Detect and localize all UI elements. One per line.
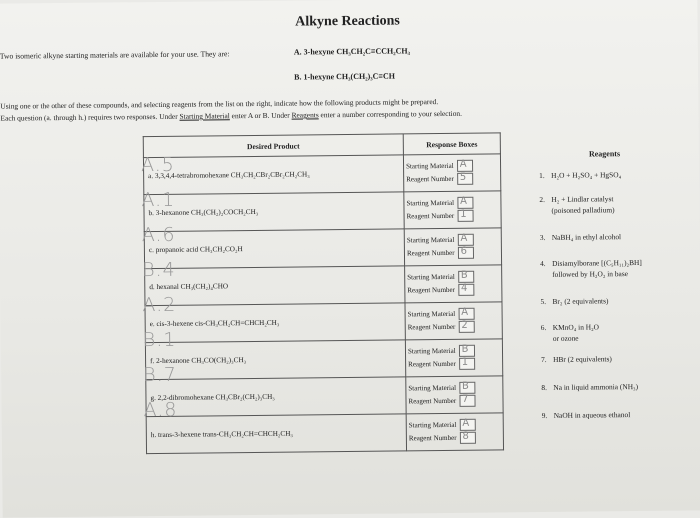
reagent-number: 7. xyxy=(541,354,547,365)
reagent-item xyxy=(539,193,614,216)
table-row xyxy=(145,339,502,380)
handwritten-answer: A.1 xyxy=(141,188,176,212)
starting-material-answer: A xyxy=(460,233,468,245)
handwritten-answer: B.7 xyxy=(143,363,177,387)
reagent-number-answer: 2 xyxy=(461,320,468,332)
handwritten-answer: B.1 xyxy=(142,328,177,352)
reagent-number: 5. xyxy=(540,296,547,307)
reagent-number: 3. xyxy=(539,232,546,243)
product-cell: c. propanoic acid CH₃CH₂CO₂H xyxy=(144,229,404,269)
instr-text: enter a number corresponding to your selection. xyxy=(318,108,462,120)
header-response-boxes: Response Boxes xyxy=(403,133,500,155)
reagent-subtext: followed by H₂O₂ in base xyxy=(552,269,629,279)
reagent-subtext: or ozone xyxy=(552,333,579,343)
page-title: Alkyne Reactions xyxy=(295,13,400,30)
reagent-number-answer: 1 xyxy=(460,209,467,221)
starting-material-answer: B xyxy=(461,344,469,356)
response-table xyxy=(140,132,504,454)
reagent-text: H₂ + Lindlar catalyst xyxy=(551,194,614,204)
starting-material-label: Starting Material xyxy=(406,198,455,208)
reagent-number: 6. xyxy=(540,322,547,333)
reagent-number-label: Reagent Number xyxy=(406,174,454,184)
instructions-line-1: Using one or the other of these compounds, and selecting reagents from the list on the right, indicate how the following products might be prepared. xyxy=(0,97,439,111)
instr-underlined-start: Starting Material xyxy=(179,111,230,121)
reagent-text: Disiamylborane [(C₅H₁₁)₂BH] xyxy=(552,257,642,268)
response-cell xyxy=(405,302,502,340)
reagent-item xyxy=(539,169,621,181)
starting-material-answer: A xyxy=(460,196,467,208)
reagent-number-answer: 1 xyxy=(461,357,469,369)
starting-material-answer: A xyxy=(459,159,467,171)
intro-text: Two isomeric alkyne starting materials are available for your use. They are: xyxy=(0,49,230,61)
starting-material-answer: B xyxy=(460,270,468,282)
reagent-subtext: (poisoned palladium) xyxy=(551,205,615,215)
starting-material-answer: A xyxy=(461,307,469,319)
handwritten-answer: A.6 xyxy=(141,223,176,247)
reagent-item xyxy=(540,231,621,243)
reagent-number: 1. xyxy=(539,170,545,181)
instructions xyxy=(0,96,462,125)
table-row xyxy=(144,191,501,232)
reagent-number-label: Reagent Number xyxy=(407,322,456,332)
reagent-number-box[interactable] xyxy=(459,432,475,444)
reagent-number: 4. xyxy=(540,258,546,269)
reagent-item xyxy=(542,409,631,421)
handwritten-answer: A.2 xyxy=(142,293,177,317)
response-cell xyxy=(406,376,503,414)
reagent-number-box[interactable] xyxy=(457,173,473,185)
reagent-number-box[interactable] xyxy=(458,247,474,259)
reagent-number-label: Reagent Number xyxy=(406,248,455,258)
reagent-item xyxy=(541,353,612,365)
reagent-item xyxy=(541,321,599,344)
reagent-number-box[interactable] xyxy=(458,284,474,296)
option-b: B. 1-hexyne CH₃(CH₂)₃C≡CH xyxy=(294,71,396,82)
starting-material-answer: B xyxy=(461,381,469,393)
starting-material-label: Starting Material xyxy=(406,235,455,245)
starting-material-label: Starting Material xyxy=(407,346,456,356)
starting-material-label: Starting Material xyxy=(406,161,454,171)
product-cell: h. trans-3-hexene trans-CH₃CH₂CH=CHCH₂CH₃ xyxy=(146,414,406,454)
reagent-text: Br₂ (2 equivalents) xyxy=(552,296,609,306)
reagent-text: NaBH₄ in ethyl alcohol xyxy=(551,232,622,242)
header-desired-product: Desired Product xyxy=(143,134,403,158)
starting-material-label: Starting Material xyxy=(408,383,457,393)
handwritten-answer: A.8 xyxy=(143,398,178,422)
option-a: A. 3-hexyne CH₃CH₂C≡CCH₂CH₃ xyxy=(293,46,411,57)
reagent-number-answer: 6 xyxy=(460,246,468,258)
reagent-item xyxy=(541,381,638,393)
reagent-number-box[interactable] xyxy=(457,210,473,222)
product-cell: a. 3,3,4,4-tetrabromohexane CH₃CH₂CBr₂CBr₂CH₂CH₃ xyxy=(143,155,403,195)
product-cell: d. hexanal CH₃(CH₂)₄CHO xyxy=(145,266,405,306)
response-cell xyxy=(405,265,502,303)
product-cell: f. 2-hexanone CH₃CO(CH₂)₃CH₃ xyxy=(145,340,405,380)
reagent-number-label: Reagent Number xyxy=(407,285,456,295)
table-row xyxy=(144,228,501,269)
reagent-text: KMnO₄ in H₂O xyxy=(552,322,600,332)
table-row xyxy=(145,302,502,343)
reagent-text: H₂O + H₂SO₄ + HgSO₄ xyxy=(551,170,622,180)
reagent-text: Na in liquid ammonia (NH₃) xyxy=(553,381,639,392)
table-row xyxy=(146,376,503,417)
reagent-number-answer: 4 xyxy=(460,283,468,295)
reagents-list xyxy=(539,148,699,421)
reagent-item xyxy=(540,257,642,280)
product-cell: e. cis-3-hexene cis-CH₃CH₂CH=CHCH₂CH₃ xyxy=(145,303,405,343)
table-row xyxy=(145,265,502,306)
instr-underlined-reagents: Reagents xyxy=(291,110,319,120)
reagent-number: 9. xyxy=(541,410,548,421)
table-row xyxy=(143,154,500,195)
starting-material-label: Starting Material xyxy=(407,272,455,282)
starting-material-label: Starting Material xyxy=(407,309,456,319)
reagent-number-box[interactable] xyxy=(459,395,475,407)
reagent-text: HBr (2 equivalents) xyxy=(553,354,612,364)
reagent-number: 8. xyxy=(541,382,547,393)
product-cell: b. 3-hexanone CH₃(CH₂)₂COCH₂CH₃ xyxy=(144,192,404,232)
reagent-number-answer: 8 xyxy=(462,431,469,443)
reagents-heading: Reagents xyxy=(588,149,621,159)
reagent-number-box[interactable] xyxy=(458,321,474,333)
product-cell: g. 2,2-dibromohexane CH₃CBr₂(CH₂)₃CH₃ xyxy=(146,377,406,417)
reagent-number-label: Reagent Number xyxy=(406,211,455,221)
instr-text: enter A or B. Under xyxy=(229,110,292,121)
starting-material-answer: A xyxy=(462,418,470,430)
starting-material-label: Starting Material xyxy=(408,420,457,430)
reagent-number-box[interactable] xyxy=(459,358,475,370)
reagent-item xyxy=(540,295,608,307)
response-cell xyxy=(405,339,502,377)
response-cell xyxy=(406,413,503,451)
reagent-number-answer: 5 xyxy=(459,172,467,184)
response-cell xyxy=(404,228,501,266)
reagent-number-answer: 7 xyxy=(462,394,469,406)
reagent-number-label: Reagent Number xyxy=(408,396,457,406)
reagent-number: 2. xyxy=(539,194,546,205)
instr-text: Each question (a. through h.) requires two responses. Under xyxy=(0,111,180,123)
handwritten-answer: A.5 xyxy=(140,153,175,177)
reagent-number-label: Reagent Number xyxy=(408,359,456,369)
response-cell xyxy=(403,154,500,192)
table-row xyxy=(146,413,503,454)
reagent-text: NaOH in aqueous ethanol xyxy=(553,410,631,420)
handwritten-answer: B.4 xyxy=(142,258,176,282)
response-cell xyxy=(404,191,501,229)
reagent-number-label: Reagent Number xyxy=(408,433,457,443)
